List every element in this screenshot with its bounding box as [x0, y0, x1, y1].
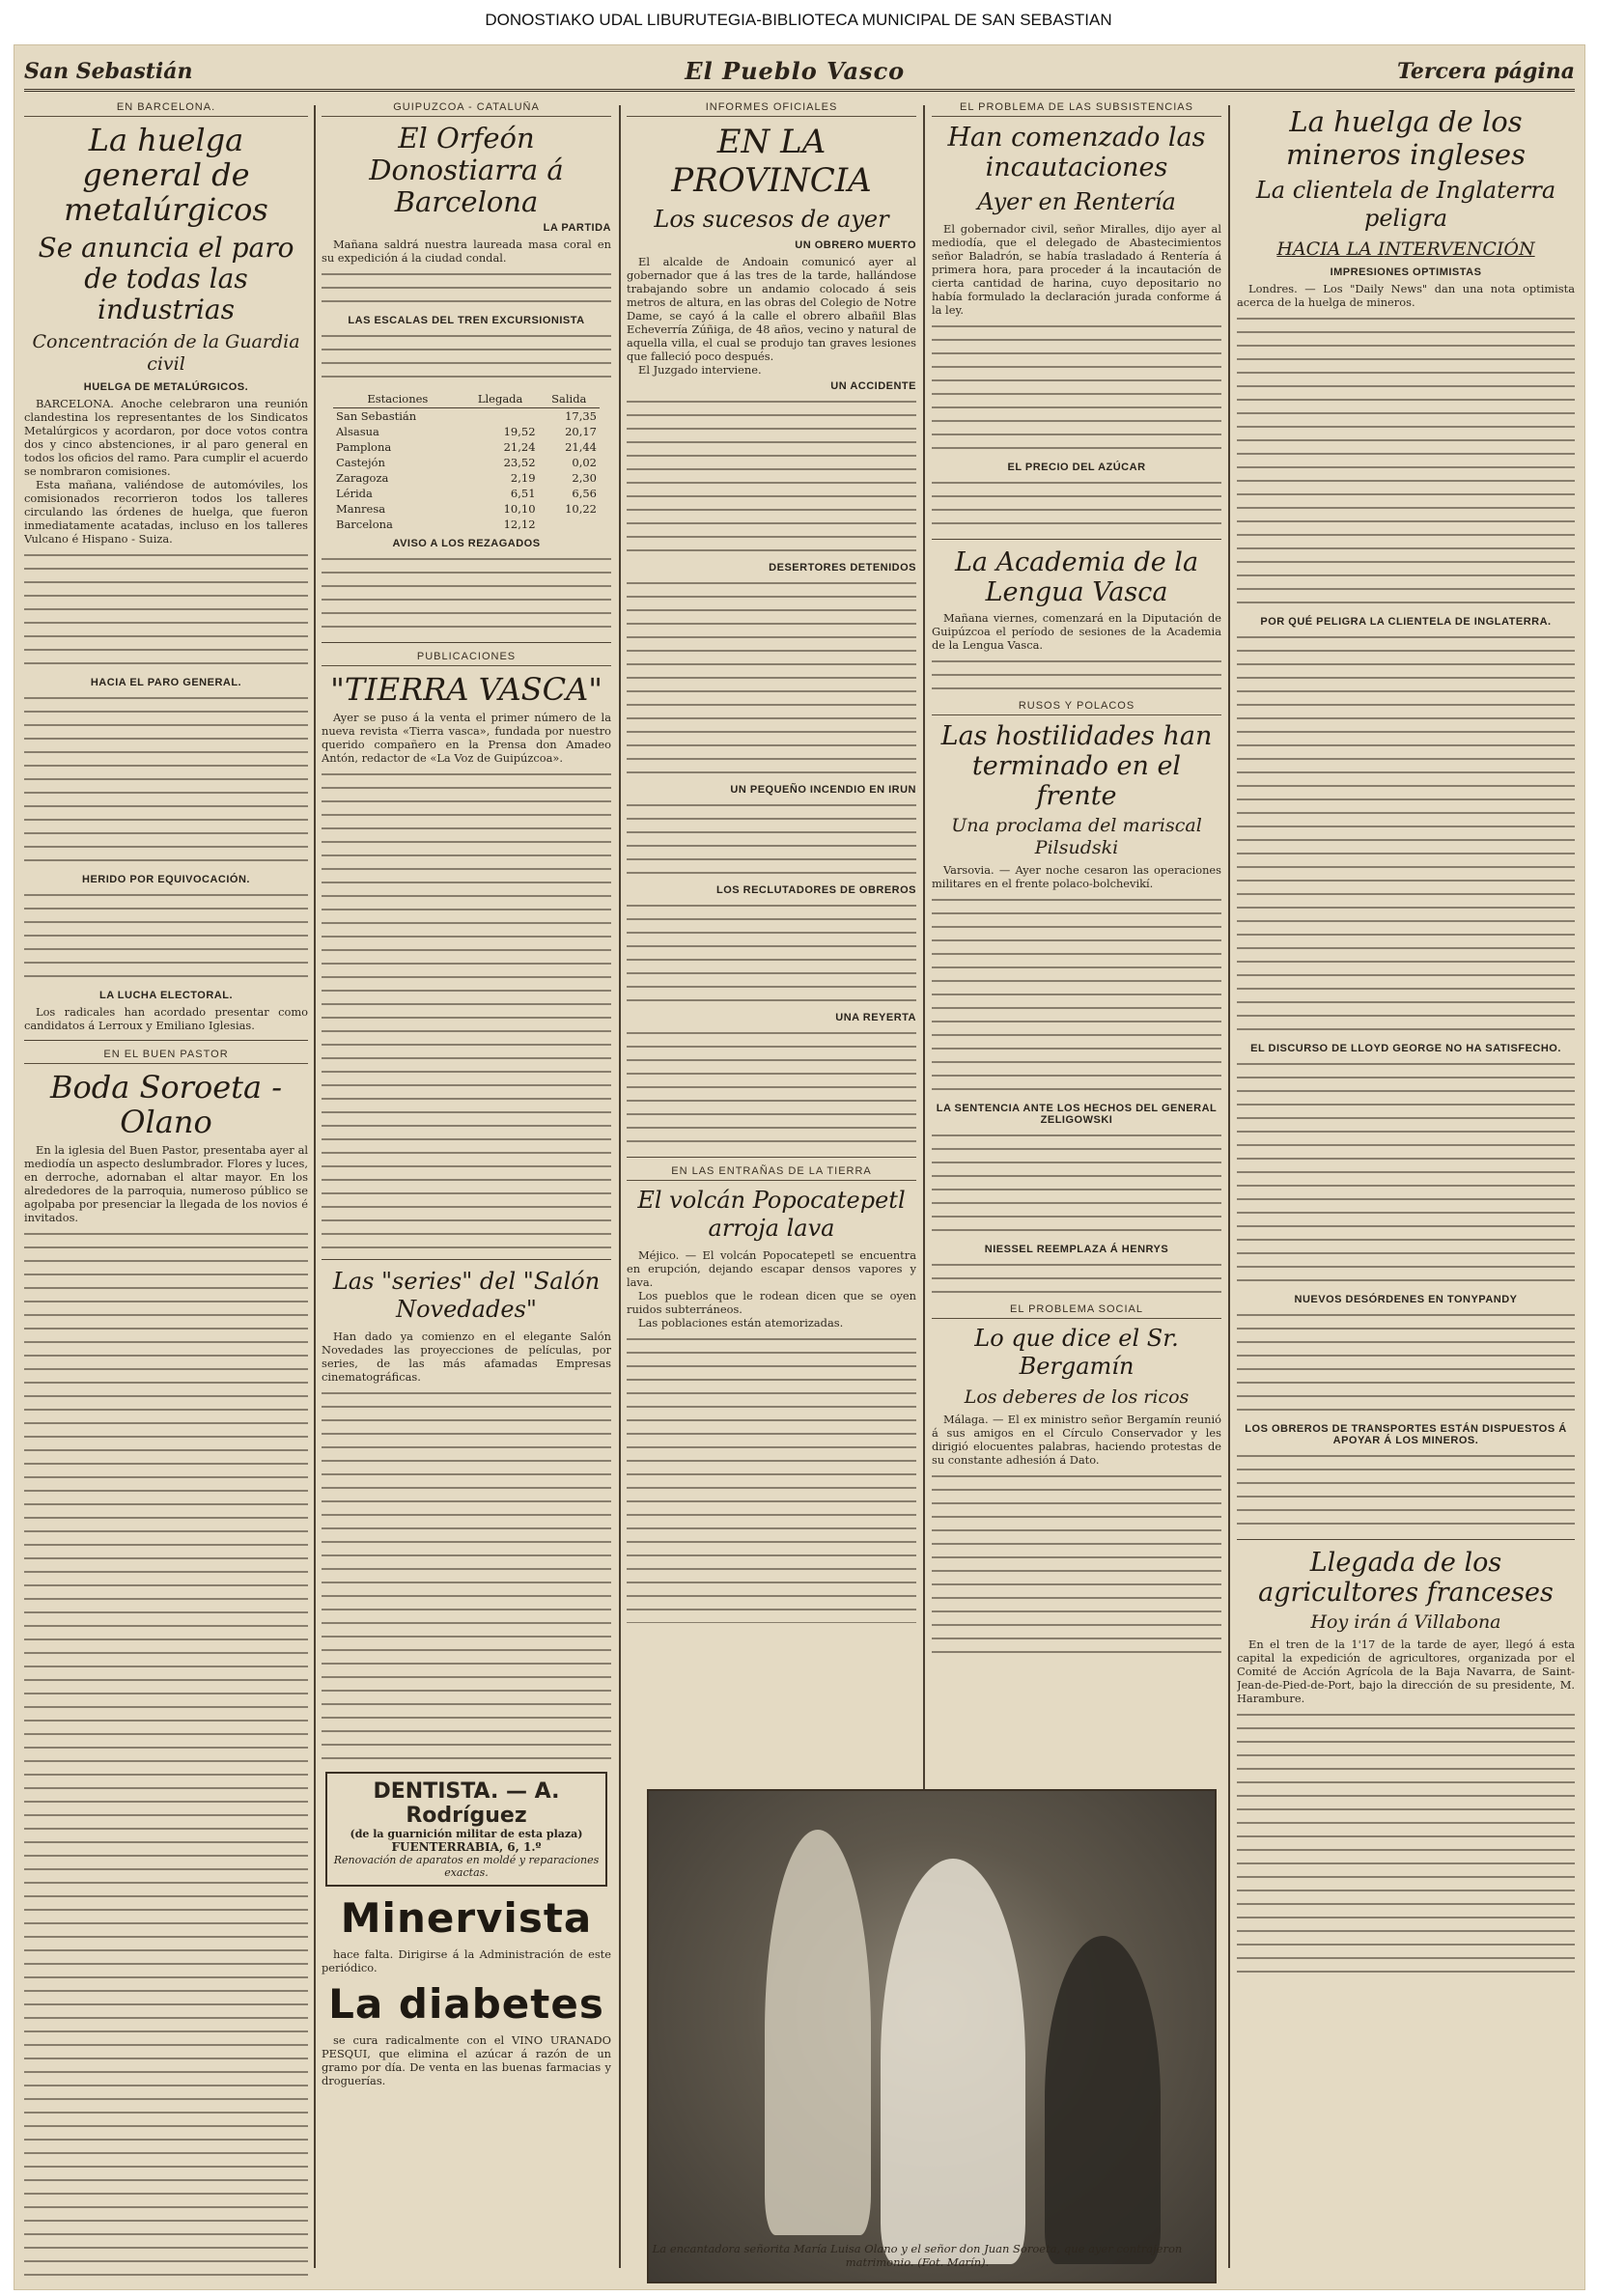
article-text: Las poblaciones están atemorizadas.: [638, 1316, 844, 1330]
newspaper-page: [14, 44, 1585, 2290]
subheading: LOS OBREROS DE TRANSPORTES ESTÁN DISPUESTOS Á APOYAR Á LOS MINEROS.: [1245, 1423, 1567, 1446]
article-text-lines: [932, 1470, 1221, 1664]
article-text-lines: [322, 769, 611, 1251]
ad-line: FUENTERRABIA, 6, 1.º: [391, 1840, 542, 1854]
station-cell: Alsasua: [336, 425, 379, 438]
section-label: RUSOS Y POLACOS: [932, 700, 1221, 715]
arrival-cell: 23,52: [503, 456, 536, 469]
photo-figure: [765, 1830, 871, 2235]
article-text-lines: [627, 799, 916, 881]
ad-line: (de la guarnición militar de esta plaza): [350, 1828, 583, 1840]
arrival-cell: 19,52: [503, 425, 536, 438]
subheading: EL PRECIO DEL AZÚCAR: [1007, 462, 1146, 473]
article-text: Han dado ya comienzo en el elegante Salón Novedades las proyecciones de películas, por series, de las más afamadas Empresas cinematográficas.: [322, 1330, 611, 1384]
ad-title: DENTISTA. — A. Rodríguez: [373, 1779, 560, 1828]
table-row: [333, 455, 600, 470]
subheading: IMPRESIONES OPTIMISTAS: [1330, 266, 1482, 278]
section-label: EN EL BUEN PASTOR: [24, 1049, 308, 1064]
subheading: EL DISCURSO DE LLOYD GEORGE NO HA SATISFECHO.: [1250, 1043, 1561, 1054]
deck: Hoy irán á Villabona: [1310, 1611, 1501, 1633]
article-text-lines: [1237, 631, 1575, 1037]
section-label: EL PROBLEMA SOCIAL: [932, 1303, 1221, 1319]
subheading: LA LUCHA ELECTORAL.: [98, 990, 234, 1001]
ad-text: hace falta. Dirigirse á la Administración de este periódico.: [322, 1947, 611, 1974]
column-2: [322, 101, 611, 2283]
departure-cell: 21,44: [565, 440, 597, 454]
masthead-left: San Sebastián: [24, 58, 193, 84]
headline: La huelga general de metalúrgicos: [64, 122, 268, 228]
subheading: LAS ESCALAS DEL TREN EXCURSIONISTA: [348, 315, 585, 326]
station-cell: Zaragoza: [336, 471, 389, 485]
article-text-lines: [1237, 313, 1575, 610]
article-text-lines: [932, 1259, 1221, 1300]
article-text-lines: [1237, 1450, 1575, 1531]
subheading: NUEVOS DESÓRDENES EN TONYPANDY: [1294, 1294, 1518, 1305]
article-text: Málaga. — El ex ministro señor Bergamín reunió á sus amigos en el Círculo Conservador y les dirigió elocuentes palabras, haciendo protestas de su constante adhesión á Dato.: [932, 1413, 1221, 1467]
article-text-lines: [1237, 1309, 1575, 1417]
section-label: INFORMES OFICIALES: [627, 101, 916, 117]
article-text-lines: [1237, 1709, 1575, 1979]
table-header: Salida: [539, 390, 600, 408]
section-label: EN LAS ENTRAÑAS DE LA TIERRA: [627, 1165, 916, 1181]
divider: [932, 539, 1221, 540]
table-row: [333, 517, 600, 532]
divider: [24, 1040, 308, 1041]
article-text-lines: [932, 477, 1221, 531]
article-text-lines: [932, 321, 1221, 456]
deck: Concentración de la Guardia civil: [32, 331, 300, 375]
article-text-lines: [322, 330, 611, 384]
headline: Llegada de los agricultores franceses: [1258, 1548, 1554, 1608]
headline: EN LA PROVINCIA: [671, 123, 872, 200]
minervista-ad: Minervista: [340, 1894, 593, 1942]
timetable: [333, 390, 600, 532]
deck: Una proclama del mariscal Pilsudski: [951, 815, 1202, 858]
article-text-lines: [932, 656, 1221, 696]
arrival-cell: [462, 408, 539, 425]
subheading: AVISO A LOS REZAGADOS: [392, 538, 541, 549]
article-text: En el tren de la 1'17 de la tarde de ayer, llegó á esta capital la expedición de agricultores, organizada por el Comité de Acción Agrícola de la Baja Navarra, de Saint-Jean-de-Pied-de-Port, bajo la dirección de su presidente, M. Harambure.: [1237, 1638, 1575, 1705]
subheading: POR QUÉ PELIGRA LA CLIENTELA DE INGLATERRA.: [1260, 616, 1552, 628]
article-text-lines: [627, 577, 916, 780]
photo-figure: [881, 1859, 1025, 2264]
article-text-lines: [24, 692, 308, 868]
section-label: EN BARCELONA.: [24, 101, 308, 117]
article-text-lines: [627, 396, 916, 558]
departure-cell: 6,56: [572, 487, 597, 500]
article-text-lines: [627, 900, 916, 1008]
masthead-title: El Pueblo Vasco: [685, 57, 906, 85]
column-1: [24, 101, 308, 2283]
article-text-lines: [322, 268, 611, 309]
dentist-ad: [325, 1772, 607, 1887]
article-text-lines: [627, 1333, 916, 1623]
article-text: Méjico. — El volcán Popocatepetl se encuentra en erupción, dejando escapar densos vapores y lava.: [627, 1248, 916, 1289]
ad-text: se cura radicalmente con el VINO URANADO PESQUI, que elimina el azúcar á razón de un gramo por día. De venta en las buenas farmacias y droguerías.: [322, 2033, 611, 2087]
headline: Las hostilidades han terminado en el frente: [940, 721, 1213, 811]
divider: [322, 642, 611, 643]
subheading: HERIDO POR EQUIVOCACIÓN.: [82, 874, 250, 885]
table-row: [333, 424, 600, 439]
wedding-photo: [647, 1789, 1217, 2283]
departure-cell: 20,17: [565, 425, 597, 438]
deck: Los sucesos de ayer: [654, 206, 889, 233]
photo-figure: [1045, 1936, 1161, 2264]
departure-cell: 10,22: [565, 502, 597, 516]
column-3: [627, 101, 916, 1772]
headline: Boda Soroeta - Olano: [49, 1069, 283, 1140]
article-text: BARCELONA. Anoche celebraron una reunión clandestina los representantes de los Sindicatos Metalúrgicos y acordaron, por doce votos contra dos y cinco abstenciones, ir al paro general en todos los oficios del ramo. Para cumplir el acuerdo se nombraron comisiones.: [24, 397, 308, 478]
article-text-lines: [932, 1130, 1221, 1238]
article-text-lines: [322, 1387, 611, 1764]
article-text-lines: [1237, 1058, 1575, 1288]
subheading: HUELGA DE METALÚRGICOS.: [83, 381, 249, 393]
deck: Se anuncia el paro de todas las industrias: [38, 232, 294, 325]
deck: HACIA LA INTERVENCIÓN: [1276, 238, 1535, 260]
table-row: [333, 501, 600, 517]
ad-line: Renovación de aparatos en moldé y reparaciones exactas.: [333, 1854, 600, 1879]
photo-caption: La encantadora señorita María Luisa Olano y el señor don Juan Soroeta, que ayer contrajeron matrimonio. (Fot. Marín).: [652, 2242, 1183, 2269]
article-text-lines: [322, 553, 611, 634]
article-text-lines: [627, 1027, 916, 1149]
arrival-cell: 10,10: [503, 502, 536, 516]
subheading: UN ACCIDENTE: [830, 380, 916, 392]
article-text: En la iglesia del Buen Pastor, presentaba ayer al mediodía un aspecto deslumbrador. Flores y luces, en derroche, adornaban el altar mayor. En los alrededores de la parroquia, numeroso público se agolpaba por presenciar la llegada de los novios é invitados.: [24, 1143, 308, 1224]
headline: La huelga de los mineros ingleses: [1286, 105, 1526, 171]
deck: Los deberes de los ricos: [964, 1386, 1190, 1408]
article-text-lines: [932, 894, 1221, 1097]
subheading: HACIA EL PARO GENERAL.: [90, 677, 242, 688]
subheading: LA PARTIDA: [543, 222, 611, 234]
headline: La Academia de la Lengua Vasca: [954, 547, 1199, 607]
section-label: GUIPUZCOA - CATALUÑA: [322, 101, 611, 117]
article-text: El Juzgado interviene.: [638, 363, 762, 377]
article-text-lines: [24, 889, 308, 984]
subheading: UN PEQUEÑO INCENDIO EN IRUN: [730, 784, 916, 796]
subheading: LOS RECLUTADORES DE OBREROS: [715, 884, 916, 896]
column-divider: [619, 105, 621, 2268]
article-text: Los radicales han acordado presentar como candidatos á Lerroux y Emiliano Iglesias.: [24, 1005, 308, 1032]
article-text: El alcalde de Andoain comunicó ayer al gobernador que á las tres de la tarde, hallándose trabajando sobre un andamio colocado á seis metros de altura, en las obras del Colegio de Notre Dame, se cayó á la calle el obrero albañil Blas Echeverría Zúñiga, de 48 años, vecino y natural de aquella villa, el cual se produjo tan graves lesiones que falleció poco después.: [627, 255, 916, 363]
headline: Lo que dice el Sr. Bergamín: [974, 1325, 1179, 1380]
article-text-lines: [24, 549, 308, 671]
article-text-lines: [24, 1228, 308, 2283]
departure-cell: 0,02: [572, 456, 597, 469]
archive-banner: DONOSTIAKO UDAL LIBURUTEGIA-BIBLIOTECA MUNICIPAL DE SAN SEBASTIAN: [0, 0, 1597, 41]
article-text: Los pueblos que le rodean dicen que se oyen ruidos subterráneos.: [627, 1289, 916, 1316]
subheading: NIESSEL REEMPLAZA Á HENRYS: [984, 1244, 1169, 1255]
arrival-cell: 12,12: [503, 518, 536, 531]
divider: [1237, 1539, 1575, 1540]
table-row: [333, 439, 600, 455]
station-cell: San Sebastián: [336, 409, 417, 423]
column-divider: [314, 105, 316, 2268]
diabetes-ad: La diabetes: [328, 1980, 604, 2028]
headline: El Orfeón Donostiarra á Barcelona: [369, 122, 564, 218]
departure-cell: 17,35: [565, 409, 597, 423]
headline: Han comenzado las incautaciones: [947, 123, 1206, 182]
column-divider: [1228, 105, 1230, 2268]
table-row: [333, 470, 600, 486]
arrival-cell: 6,51: [510, 487, 536, 500]
headline: "TIERRA VASCA": [330, 671, 602, 708]
article-text: Mañana viernes, comenzará en la Diputación de Guipúzcoa el período de sesiones de la Academia de la Lengua Vasca.: [932, 611, 1221, 652]
column-5: [1237, 101, 1575, 2283]
departure-cell: [539, 517, 600, 532]
table-row: [333, 486, 600, 501]
article-text: Ayer se puso á la venta el primer número de la nueva revista «Tierra vasca», fundada por nuestro querido compañero en la Prensa don Amadeo Antón, redactor de «La Voz de Guipúzcoa».: [322, 711, 611, 765]
station-cell: Castejón: [336, 456, 385, 469]
divider: [322, 1259, 611, 1260]
headline: El volcán Popocatepetl arroja lava: [637, 1187, 906, 1242]
article-text: Varsovia. — Ayer noche cesaron las operaciones militares en el frente polaco-bolchevikí.: [932, 863, 1221, 890]
table-row: [333, 408, 600, 425]
table-header: Llegada: [462, 390, 539, 408]
masthead: [24, 53, 1575, 92]
section-label: PUBLICACIONES: [322, 651, 611, 666]
table-header: Estaciones: [333, 390, 462, 408]
subheading: LA SENTENCIA ANTE LOS HECHOS DEL GENERAL ZELIGOWSKI: [936, 1103, 1218, 1126]
headline: Las "series" del "Salón Novedades": [332, 1268, 601, 1323]
deck: Ayer en Rentería: [977, 188, 1176, 215]
masthead-right: Tercera página: [1397, 58, 1575, 84]
column-4: [932, 101, 1221, 1772]
station-cell: Pamplona: [336, 440, 392, 454]
station-cell: Barcelona: [336, 518, 393, 531]
subheading: UNA REYERTA: [835, 1012, 916, 1023]
station-cell: Manresa: [336, 502, 386, 516]
arrival-cell: 21,24: [503, 440, 536, 454]
arrival-cell: 2,19: [510, 471, 536, 485]
article-text: El gobernador civil, señor Miralles, dijo ayer al mediodía, que el delegado de Abastecimientos señor Baladrón, se había trasladado á Rentería á primera hora, para proceder á la incautación de cierta cantidad de harina, cuyo depositario no había formulado la declaración jurada conforme á la ley.: [932, 222, 1221, 317]
subheading: UN OBRERO MUERTO: [795, 239, 916, 251]
divider: [627, 1157, 916, 1158]
departure-cell: 2,30: [572, 471, 597, 485]
article-text: Mañana saldrá nuestra laureada masa coral en su expedición á la ciudad condal.: [322, 238, 611, 265]
article-text: Londres. — Los "Daily News" dan una nota optimista acerca de la huelga de mineros.: [1237, 282, 1575, 309]
article-text: Esta mañana, valiéndose de automóviles, los comisionados recorrieron todos los talleres circulando las órdenes de huelga, que fueron inmediatamente acatadas, incluso en los talleres Vulcano é Hispano - Suiza.: [24, 478, 308, 546]
section-label: EL PROBLEMA DE LAS SUBSISTENCIAS: [932, 101, 1221, 117]
deck: La clientela de Inglaterra peligra: [1255, 177, 1556, 232]
station-cell: Lérida: [336, 487, 373, 500]
subheading: DESERTORES DETENIDOS: [769, 562, 916, 574]
